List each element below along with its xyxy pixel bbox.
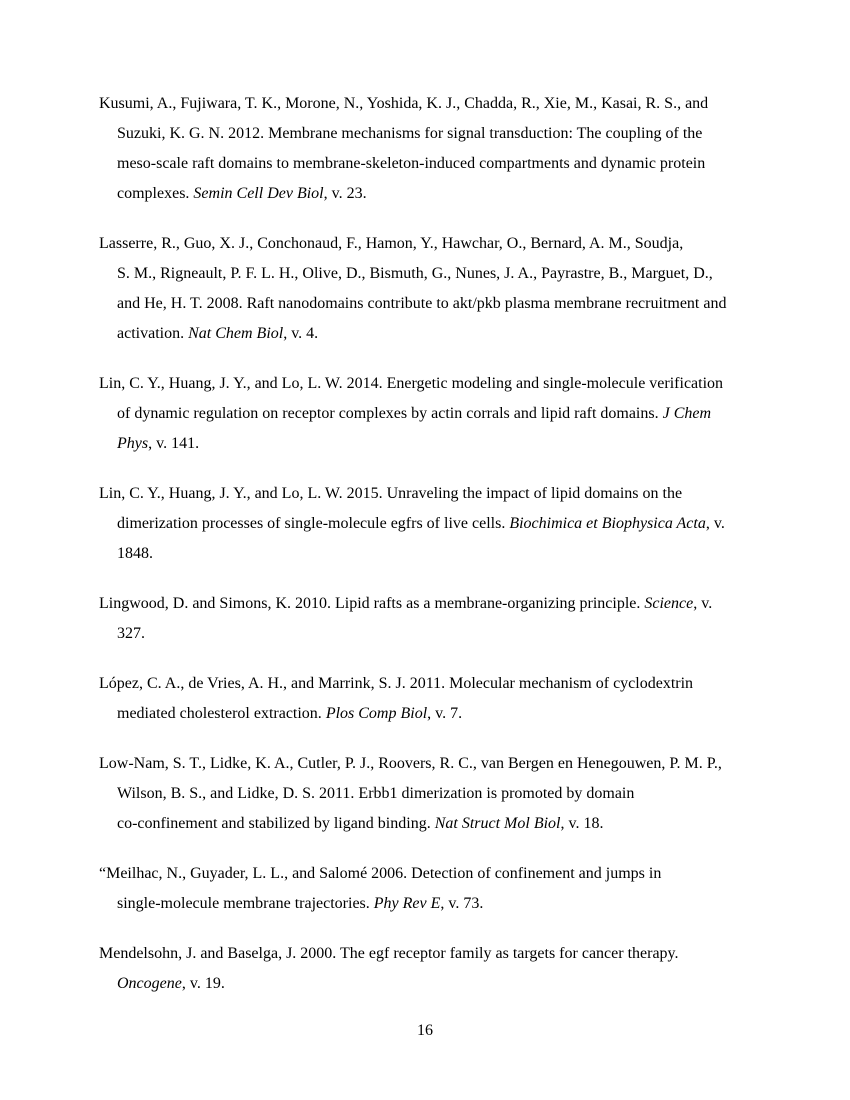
reference-text: Kusumi, A., Fujiwara, T. K., Morone, N., Yoshida, K. J., Chadda, R., Xie, M., Kasai, R. S., and bbox=[99, 95, 709, 112]
reference-text: 1848. bbox=[117, 545, 153, 562]
reference-text: , v. 19. bbox=[181, 975, 225, 992]
reference-line bbox=[99, 429, 759, 459]
reference-text: , v. 73. bbox=[440, 895, 484, 912]
page-number: 16 bbox=[417, 1022, 433, 1039]
journal-name: J Chem bbox=[662, 405, 712, 422]
reference-line bbox=[99, 289, 759, 319]
reference-text: Suzuki, K. G. N. 2012. Membrane mechanisms for signal transduction: The coupling of the bbox=[117, 125, 703, 142]
reference-line bbox=[99, 809, 759, 839]
reference-line bbox=[99, 259, 759, 289]
reference-text: , v. bbox=[705, 515, 725, 532]
reference-text: S. M., Rigneault, P. F. L. H., Olive, D., Bismuth, G., Nunes, J. A., Payrastre, B., Marguet, D., bbox=[117, 265, 713, 282]
reference-text: meso-scale raft domains to membrane-skeleton-induced compartments and dynamic protein bbox=[117, 155, 706, 172]
journal-name: Oncogene bbox=[117, 975, 182, 992]
reference-entry bbox=[99, 859, 759, 919]
reference-text: complexes. bbox=[117, 185, 194, 202]
reference-text: “Meilhac, N., Guyader, L. L., and Salomé 2006. Detection of confinement and jumps in bbox=[99, 865, 662, 882]
reference-entry bbox=[99, 369, 759, 459]
reference-text: of dynamic regulation on receptor complexes by actin corrals and lipid raft domains. bbox=[117, 405, 663, 422]
reference-line bbox=[99, 539, 759, 569]
references-list bbox=[99, 89, 759, 1019]
reference-text: Wilson, B. S., and Lidke, D. S. 2011. Erbb1 dimerization is promoted by domain bbox=[117, 785, 635, 802]
reference-line bbox=[99, 229, 759, 259]
reference-line bbox=[99, 939, 759, 969]
reference-entry bbox=[99, 479, 759, 569]
reference-text: Lingwood, D. and Simons, K. 2010. Lipid rafts as a membrane-organizing principle. bbox=[99, 595, 645, 612]
reference-text: , v. 141. bbox=[148, 435, 200, 452]
reference-text: dimerization processes of single-molecule egfrs of live cells. bbox=[117, 515, 510, 532]
reference-line bbox=[99, 859, 759, 889]
reference-entry bbox=[99, 89, 759, 209]
reference-line bbox=[99, 619, 759, 649]
reference-text: activation. bbox=[117, 325, 189, 342]
reference-entry bbox=[99, 749, 759, 839]
reference-text: Low-Nam, S. T., Lidke, K. A., Cutler, P. J., Roovers, R. C., van Bergen en Henegouwen, P. M. P., bbox=[99, 755, 722, 772]
journal-name: Phy Rev E bbox=[373, 895, 441, 912]
reference-line bbox=[99, 319, 759, 349]
reference-text: Lasserre, R., Guo, X. J., Conchonaud, F., Hamon, Y., Hawchar, O., Bernard, A. M., Soudja, bbox=[99, 235, 684, 252]
reference-line bbox=[99, 589, 759, 619]
reference-text: 327. bbox=[117, 625, 145, 642]
reference-text: , v. 18. bbox=[560, 815, 604, 832]
reference-line bbox=[99, 149, 759, 179]
reference-line bbox=[99, 669, 759, 699]
reference-line bbox=[99, 399, 759, 429]
reference-line bbox=[99, 369, 759, 399]
journal-name: Semin Cell Dev Biol bbox=[193, 185, 324, 202]
reference-line bbox=[99, 699, 759, 729]
reference-line bbox=[99, 89, 759, 119]
reference-entry bbox=[99, 669, 759, 729]
reference-line bbox=[99, 179, 759, 209]
reference-line bbox=[99, 509, 759, 539]
reference-line bbox=[99, 889, 759, 919]
reference-line bbox=[99, 749, 759, 779]
reference-text: , v. 23. bbox=[323, 185, 367, 202]
reference-text: , v. 7. bbox=[427, 705, 463, 722]
reference-line bbox=[99, 479, 759, 509]
journal-name: Phys bbox=[117, 435, 149, 452]
reference-line bbox=[99, 969, 759, 999]
reference-text: and He, H. T. 2008. Raft nanodomains contribute to akt/pkb plasma membrane recruitment and bbox=[117, 295, 727, 312]
reference-text: , v. 4. bbox=[283, 325, 319, 342]
reference-text: mediated cholesterol extraction. bbox=[117, 705, 326, 722]
reference-line bbox=[99, 779, 759, 809]
journal-name: Nat Struct Mol Biol bbox=[434, 815, 561, 832]
journal-name: Biochimica et Biophysica Acta bbox=[509, 515, 706, 532]
reference-text: co-confinement and stabilized by ligand binding. bbox=[117, 815, 435, 832]
reference-text: Lin, C. Y., Huang, J. Y., and Lo, L. W. 2015. Unraveling the impact of lipid domains on the bbox=[99, 485, 683, 502]
journal-name: Nat Chem Biol bbox=[188, 325, 284, 342]
reference-text: Mendelsohn, J. and Baselga, J. 2000. The egf receptor family as targets for cancer therapy. bbox=[99, 945, 679, 962]
journal-name: Science bbox=[644, 595, 694, 612]
reference-text: , v. bbox=[693, 595, 713, 612]
reference-text: Lin, C. Y., Huang, J. Y., and Lo, L. W. 2014. Energetic modeling and single-molecule verification bbox=[99, 375, 724, 392]
reference-entry bbox=[99, 939, 759, 999]
reference-text: single-molecule membrane trajectories. bbox=[117, 895, 374, 912]
journal-name: Plos Comp Biol bbox=[325, 705, 428, 722]
reference-entry bbox=[99, 229, 759, 349]
reference-entry bbox=[99, 589, 759, 649]
reference-text: López, C. A., de Vries, A. H., and Marrink, S. J. 2011. Molecular mechanism of cyclodextrin bbox=[99, 675, 694, 692]
reference-line bbox=[99, 119, 759, 149]
